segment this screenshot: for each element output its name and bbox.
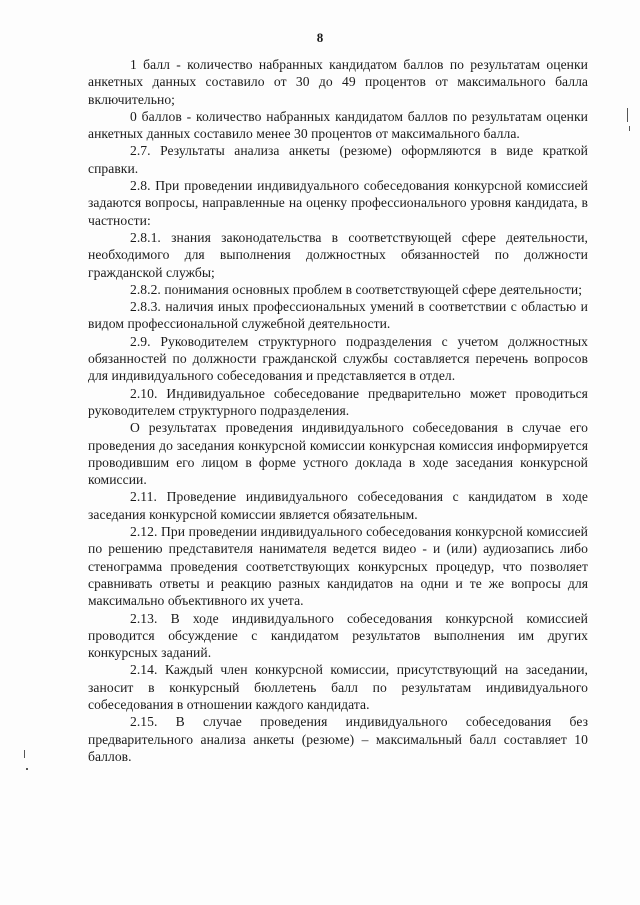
paragraph: 2.8.3. наличия иных профессиональных умений в соответствии с областью и видом профессиональной служебной деятельности. — [88, 299, 588, 332]
paragraph: 2.7. Результаты анализа анкеты (резюме) оформляются в виде краткой справки. — [88, 143, 588, 176]
paragraph: О результатах проведения индивидуального собеседования в случае его проведения до заседания конкурсной комиссии конкурсная комиссия информируется проводившим его лицом в форме устного доклада в ходе заседания конкурсной комиссии. — [88, 420, 588, 488]
paragraph: 2.8. При проведении индивидуального собеседования конкурсной комиссией задаются вопросы, направленные на оценку профессионального уровня кандидата, в частности: — [88, 178, 588, 228]
paragraph: 2.8.1. знания законодательства в соответствующей сфере деятельности, необходимого для выполнения должностных обязанностей по должности гражданской службы; — [88, 229, 588, 280]
page-number: 8 — [316, 30, 324, 45]
scan-artifact-mark — [627, 108, 628, 122]
paragraph: 2.8.2. понимания основных проблем в соответствующей сфере деятельности; — [130, 281, 583, 297]
paragraph: 2.14. Каждый член конкурсной комиссии, присутствующий на заседании, заносит в конкурсный бюллетень балл по результатам индивидуального собеседования в отношении каждого кандидата. — [88, 662, 588, 712]
scan-artifact-mark — [629, 126, 630, 131]
paragraph: 2.11. Проведение индивидуального собеседования с кандидатом в ходе заседания конкурсной комиссии является обязательным. — [88, 489, 588, 522]
paragraph: 0 баллов - количество набранных кандидатом баллов по результатам оценки анкетных данных составило менее 30 процентов от максимального балла. — [88, 108, 588, 142]
paragraph: 2.9. Руководителем структурного подразделения с учетом должностных обязанностей по должности гражданской службы составляется перечень вопросов для индивидуального собеседования и представляется в отдел. — [88, 333, 588, 384]
paragraph: 2.13. В ходе индивидуального собеседования конкурсной комиссией проводится обсуждение с кандидатом результатов выполнения им других конкурсных заданий. — [88, 610, 588, 661]
scan-artifact-mark — [26, 768, 28, 770]
paragraph: 2.15. В случае проведения индивидуального собеседования без предварительного анализа анкеты (резюме) – максимальный балл составляет 10 баллов. — [88, 714, 588, 764]
scan-artifact-mark — [24, 750, 25, 758]
paragraph: 2.12. При проведении индивидуального собеседования конкурсной комиссией по решению представителя нанимателя ведется видео - и (или) аудиозапись либо стенограмма проведения соответствующих конкурсных процедур, что позволяет сравнивать ответы и реакцию разных кандидатов на одни и те же вопросы для максимально объективного их учета. — [88, 524, 588, 609]
document-body — [88, 56, 588, 765]
paragraph: 2.10. Индивидуальное собеседование предварительно может проводиться руководителем структурного подразделения. — [88, 385, 588, 418]
paragraph: 1 балл - количество набранных кандидатом баллов по результатам оценки анкетных данных составило от 30 до 49 процентов от максимального балла включительно; — [88, 57, 588, 107]
